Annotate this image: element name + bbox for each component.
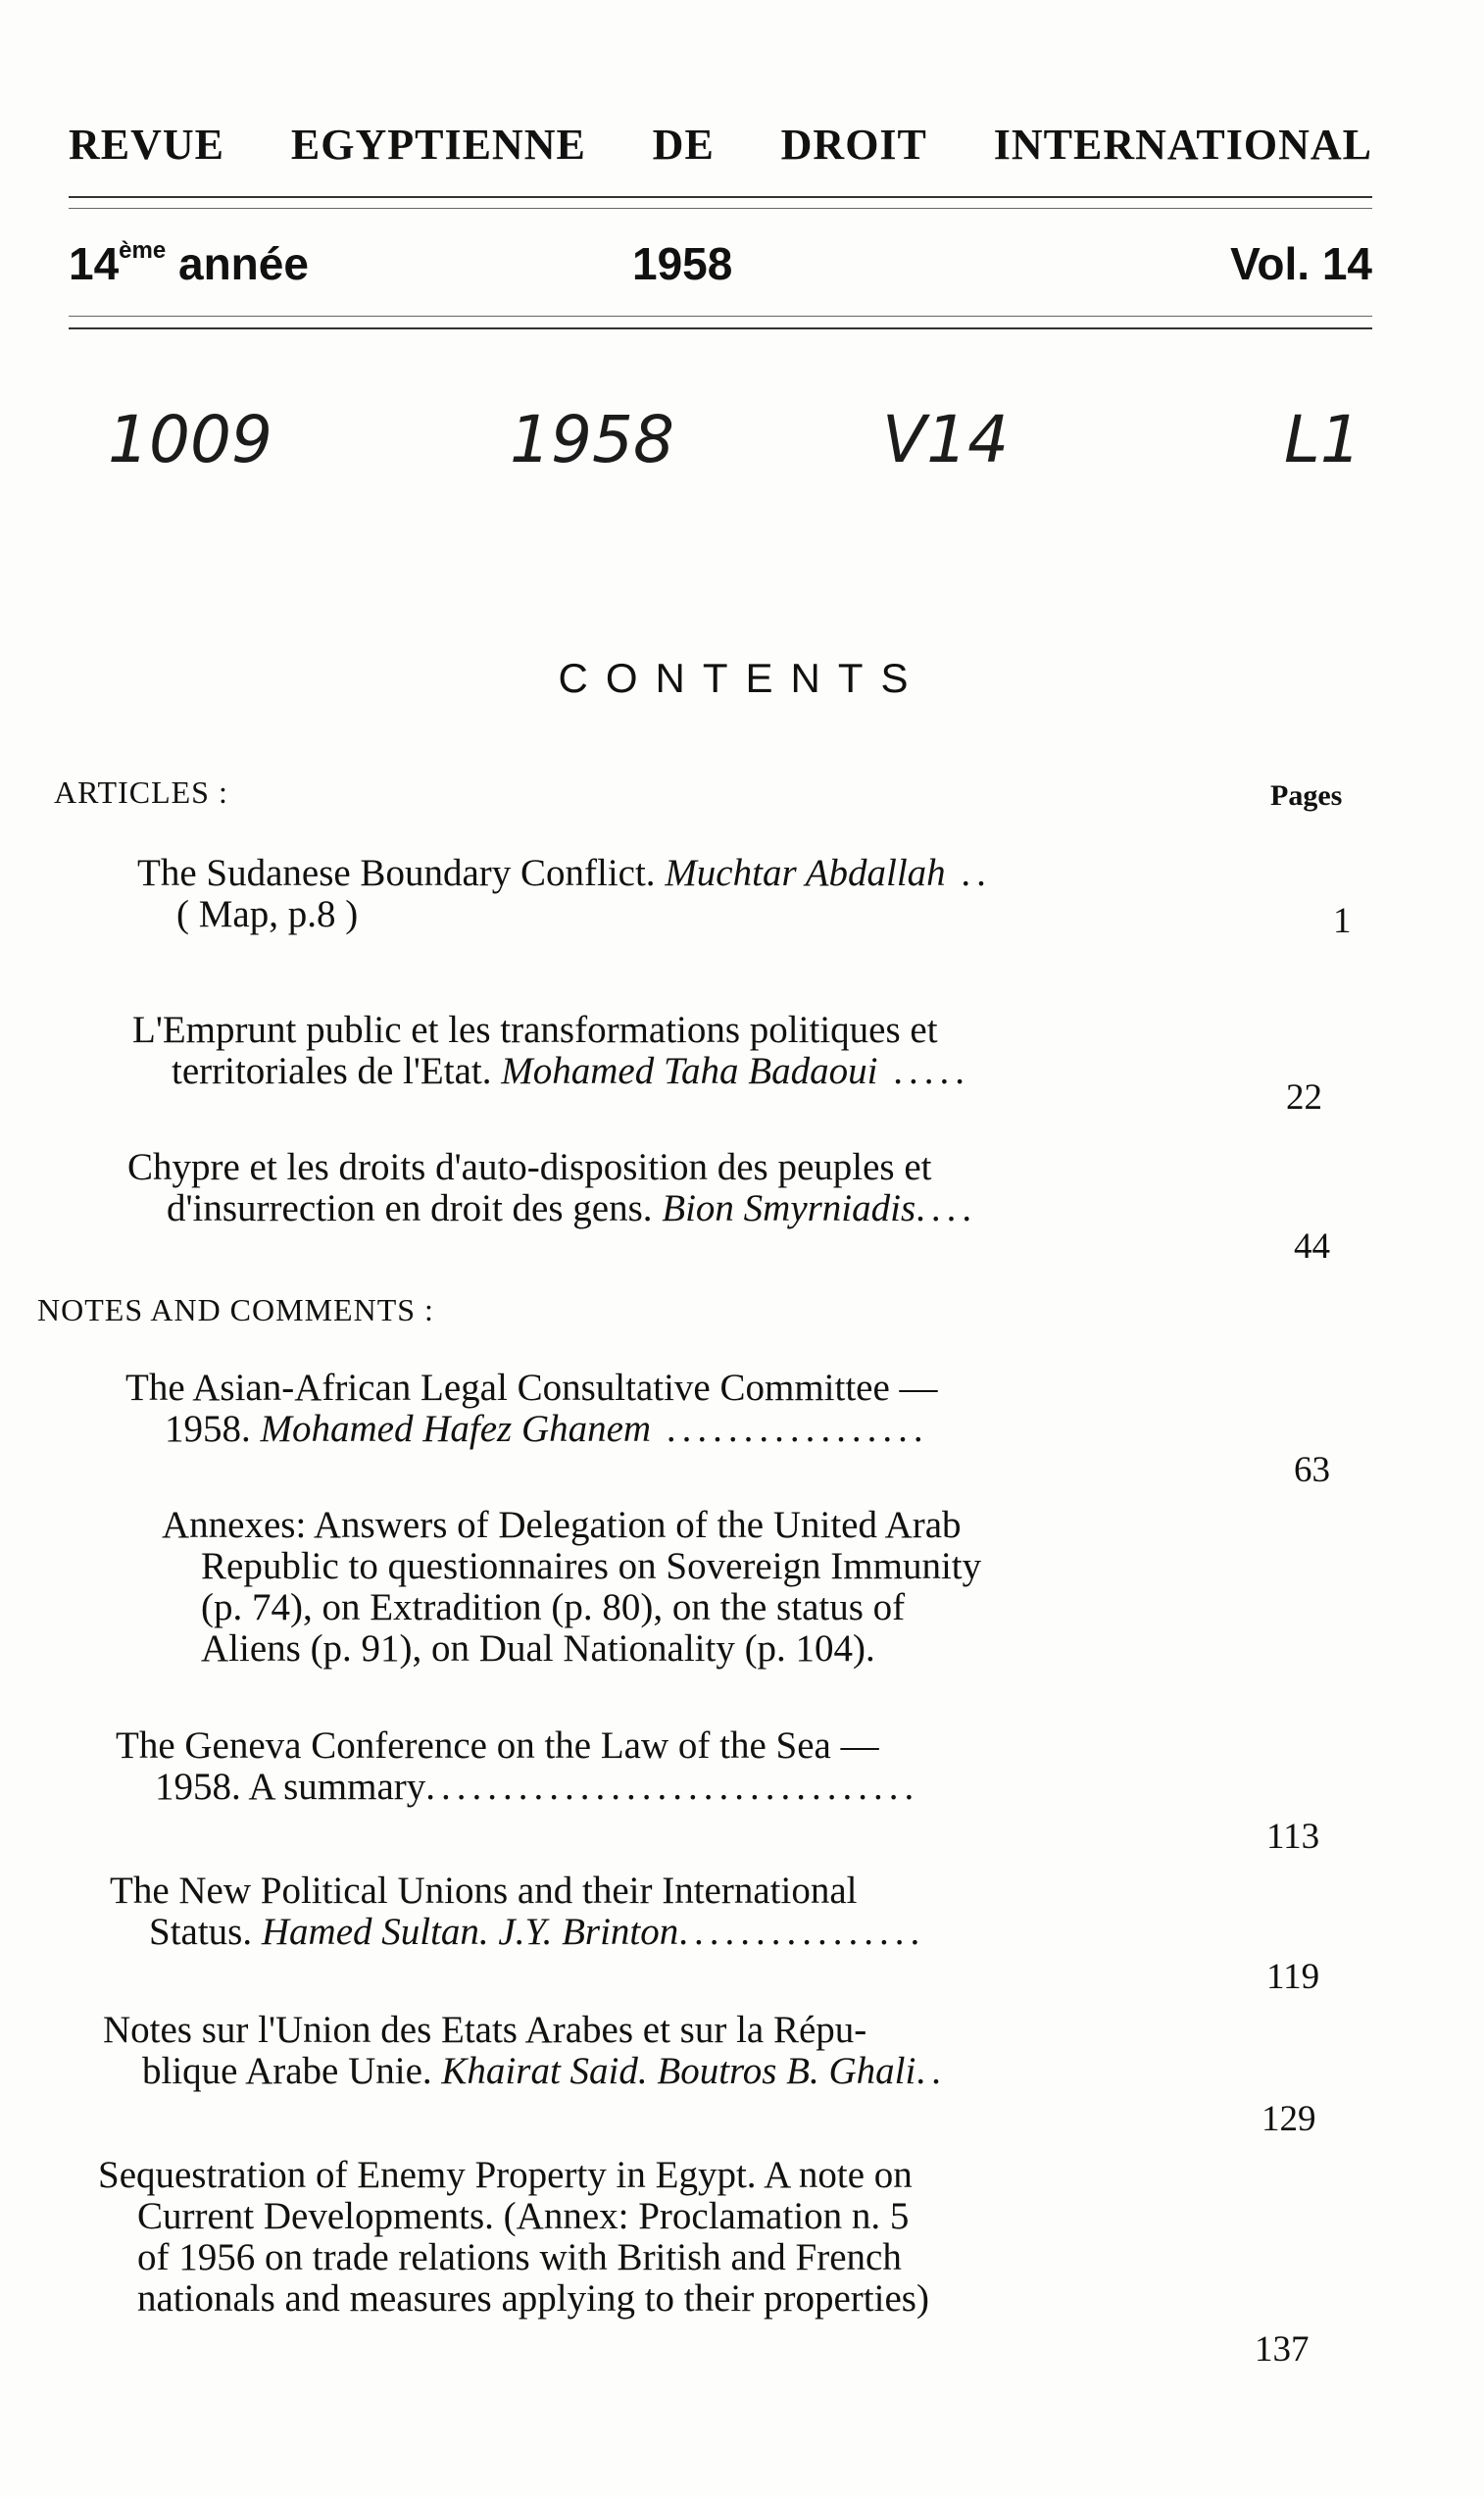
toc-entry: Notes sur l'Union des Etats Arabes et sur la Répu- blique Arabe Unie. Khairat Said. Boutros B. Ghali.. (103, 2009, 947, 2092)
contents-title: CONTENTS (558, 655, 926, 701)
entry-author: Khairat Said. Boutros B. Ghali (441, 2050, 916, 2092)
page-number: 44 (1294, 1226, 1330, 1267)
entry-author: Muchtar Abdallah (665, 852, 946, 894)
handwritten-text: V14 (882, 402, 1010, 477)
entry-author: Bion Smyrniadis (662, 1187, 916, 1229)
volume-number: Vol. 14 (1230, 238, 1372, 289)
year-ordinal: 14ème année (69, 237, 309, 289)
header-rule (69, 316, 1372, 317)
header-rule (69, 208, 1372, 209)
page-number: 1 (1333, 901, 1352, 941)
toc-entry: Chypre et les droits d'auto-disposition des peuples et d'insurrection en droit des gens. Bion Smyrniadis.... (127, 1146, 978, 1229)
toc-entry: The New Political Unions and their International Status. Hamed Sultan. J.Y. Brinton................ (110, 1870, 926, 1953)
entry-author: Hamed Sultan. J.Y. Brinton (261, 1911, 679, 1953)
page-number: 63 (1294, 1450, 1330, 1490)
page-number: 137 (1255, 2329, 1310, 2370)
toc-entry: Sequestration of Enemy Property in Egypt. A note on Current Developments. (Annex: Proclamation n. 5 of 1956 on trade relations with British and French nationals and measures applying to their properties) (98, 2154, 929, 2320)
section-heading-articles: ARTICLES : (54, 774, 228, 810)
header-rule (69, 196, 1372, 198)
pages-label: Pages (1270, 779, 1343, 812)
page-number: 119 (1266, 1957, 1320, 1997)
handwritten-text: 1958 (510, 402, 674, 477)
section-heading-notes: NOTES AND COMMENTS : (37, 1292, 434, 1327)
toc-entry: The Geneva Conference on the Law of the Sea — 1958. A summary................................ (116, 1724, 920, 1808)
title-word: REVUE (69, 121, 225, 169)
title-word: INTERNATIONAL (993, 121, 1372, 169)
toc-entry: The Asian-African Legal Consultative Committee — 1958. Mohamed Hafez Ghanem ................. (125, 1367, 938, 1450)
toc-entry: The Sudanese Boundary Conflict. Muchtar Abdallah .. ( Map, p.8 ) (137, 852, 992, 935)
handwritten-text: L1 (1284, 402, 1361, 477)
title-word: EGYPTIENNE (290, 121, 586, 169)
title-word: DROIT (780, 121, 927, 169)
publication-year: 1958 (632, 238, 733, 289)
page-number: 113 (1266, 1817, 1320, 1857)
journal-title (69, 120, 1372, 170)
entry-author: Mohamed Hafez Ghanem (260, 1408, 652, 1450)
toc-entry-annexes: Annexes: Answers of Delegation of the United Arab Republic to questionnaires on Sovereign Immunity (p. 74), on Extradition (p. 80), on the status of Aliens (p. 91), on Dual Nationality (p. 104). (162, 1504, 982, 1670)
page-number: 129 (1261, 2099, 1316, 2139)
toc-entry: L'Emprunt public et les transformations politiques et territoriales de l'Etat. Mohamed Taha Badaoui ..... (132, 1009, 970, 1092)
handwritten-text: 1009 (108, 402, 272, 477)
issue-line (69, 237, 1372, 306)
header-rule (69, 327, 1372, 329)
page-number: 22 (1286, 1077, 1322, 1118)
entry-author: Mohamed Taha Badaoui (501, 1050, 878, 1092)
title-word: DE (652, 121, 715, 169)
handwritten-annotation (108, 402, 1421, 510)
